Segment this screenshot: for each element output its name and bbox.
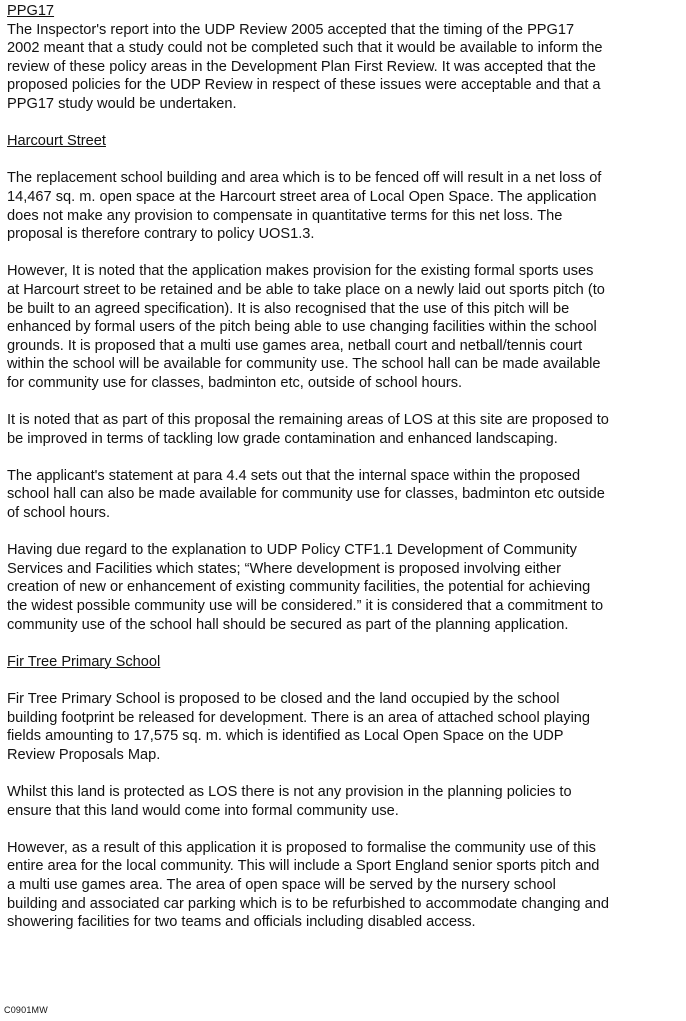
text-line: Services and Facilities which states; “Where development is proposed involving either (7, 560, 562, 577)
text-line: Whilst this land is protected as LOS there is not any provision in the planning policies to (7, 783, 572, 800)
section-harcourt-street (7, 132, 683, 634)
text-line: PPG17 study would be undertaken. (7, 95, 237, 112)
text-line: ensure that this land would come into formal community use. (7, 802, 399, 819)
paragraph (7, 467, 683, 523)
text-line: does not make any provision to compensate in quantitative terms for this net loss. The (7, 207, 563, 224)
text-line: be improved in terms of tackling low grade contamination and enhanced landscaping. (7, 430, 558, 447)
paragraph (7, 169, 683, 243)
text-line: at Harcourt street to be retained and be able to take place on a newly laid out sports pitch (to (7, 281, 605, 298)
text-line: school hall can also be made available for community use for classes, badminton etc outside (7, 486, 605, 503)
section-heading: Harcourt Street (7, 133, 106, 150)
text-line: building footprint be released for development. There is an area of attached school playing (7, 709, 591, 726)
text-line: The applicant's statement at para 4.4 sets out that the internal space within the proposed (7, 467, 581, 484)
text-line: The Inspector's report into the UDP Review 2005 accepted that the timing of the PPG17 (7, 21, 575, 38)
paragraph (7, 262, 683, 392)
paragraph (7, 411, 683, 448)
text-line: entire area for the local community. This will include a Sport England senior sports pitch and (7, 858, 600, 875)
text-line: showering facilities for two teams and officials including disabled access. (7, 914, 476, 931)
text-line: proposed policies for the UDP Review in respect of these issues were acceptable and that a (7, 77, 601, 94)
text-line: community use of the school hall should be secured as part of the planning application. (7, 616, 569, 633)
document-page (7, 2, 683, 932)
paragraph (7, 541, 683, 634)
paragraph (7, 783, 683, 820)
text-line: However, as a result of this application it is proposed to formalise the community use of this (7, 839, 596, 856)
text-line: grounds. It is proposed that a multi use games area, netball court and netball/tennis court (7, 337, 583, 354)
section-heading: PPG17 (7, 3, 55, 19)
paragraph (7, 839, 683, 932)
text-line: for community use for classes, badminton etc, outside of school hours. (7, 374, 463, 391)
text-line: Fir Tree Primary School is proposed to be closed and the land occupied by the school (7, 690, 560, 707)
text-line: Having due regard to the explanation to UDP Policy CTF1.1 Development of Community (7, 542, 577, 559)
text-line: review of these policy areas in the Development Plan First Review. It was accepted that the (7, 58, 596, 75)
text-line: proposal is therefore contrary to policy UOS1.3. (7, 226, 315, 243)
paragraph (7, 690, 683, 764)
text-line: fields amounting to 17,575 sq. m. which is identified as Local Open Space on the UDP (7, 728, 564, 745)
section-ppg17 (7, 2, 683, 114)
text-line: the widest possible community use will be considered.” it is considered that a commitment to (7, 598, 604, 614)
text-line: be built to an agreed specification). It is also recognised that the use of this pitch will be (7, 300, 570, 317)
text-line: building and associated car parking which is to be refurbished to accommodate changing and (7, 895, 609, 912)
text-line: within the school will be available for community use. The school hall can be made available (7, 356, 601, 373)
text-line: 2002 meant that a study could not be completed such that it would be available to inform the (7, 40, 603, 57)
text-line: creation of new or enhancement of existing community facilities, the potential for achieving (7, 579, 591, 596)
text-line: of school hours. (7, 505, 111, 522)
section-heading: Fir Tree Primary School (7, 653, 161, 670)
paragraph (7, 21, 683, 114)
text-line: a multi use games area. The area of open space will be served by the nursery school (7, 876, 556, 893)
text-line: The replacement school building and area which is to be fenced off will result in a net loss of (7, 170, 602, 187)
text-line: enhanced by formal users of the pitch being able to use changing facilities within the school (7, 319, 597, 336)
text-line: However, It is noted that the application makes provision for the existing formal sports uses (7, 263, 594, 280)
document-reference-code: C0901MW (4, 1005, 48, 1015)
text-line: It is noted that as part of this proposal the remaining areas of LOS at this site are proposed to (7, 412, 609, 429)
text-line: Review Proposals Map. (7, 746, 161, 763)
section-fir-tree-primary-school (7, 653, 683, 932)
text-line: 14,467 sq. m. open space at the Harcourt street area of Local Open Space. The application (7, 188, 597, 205)
